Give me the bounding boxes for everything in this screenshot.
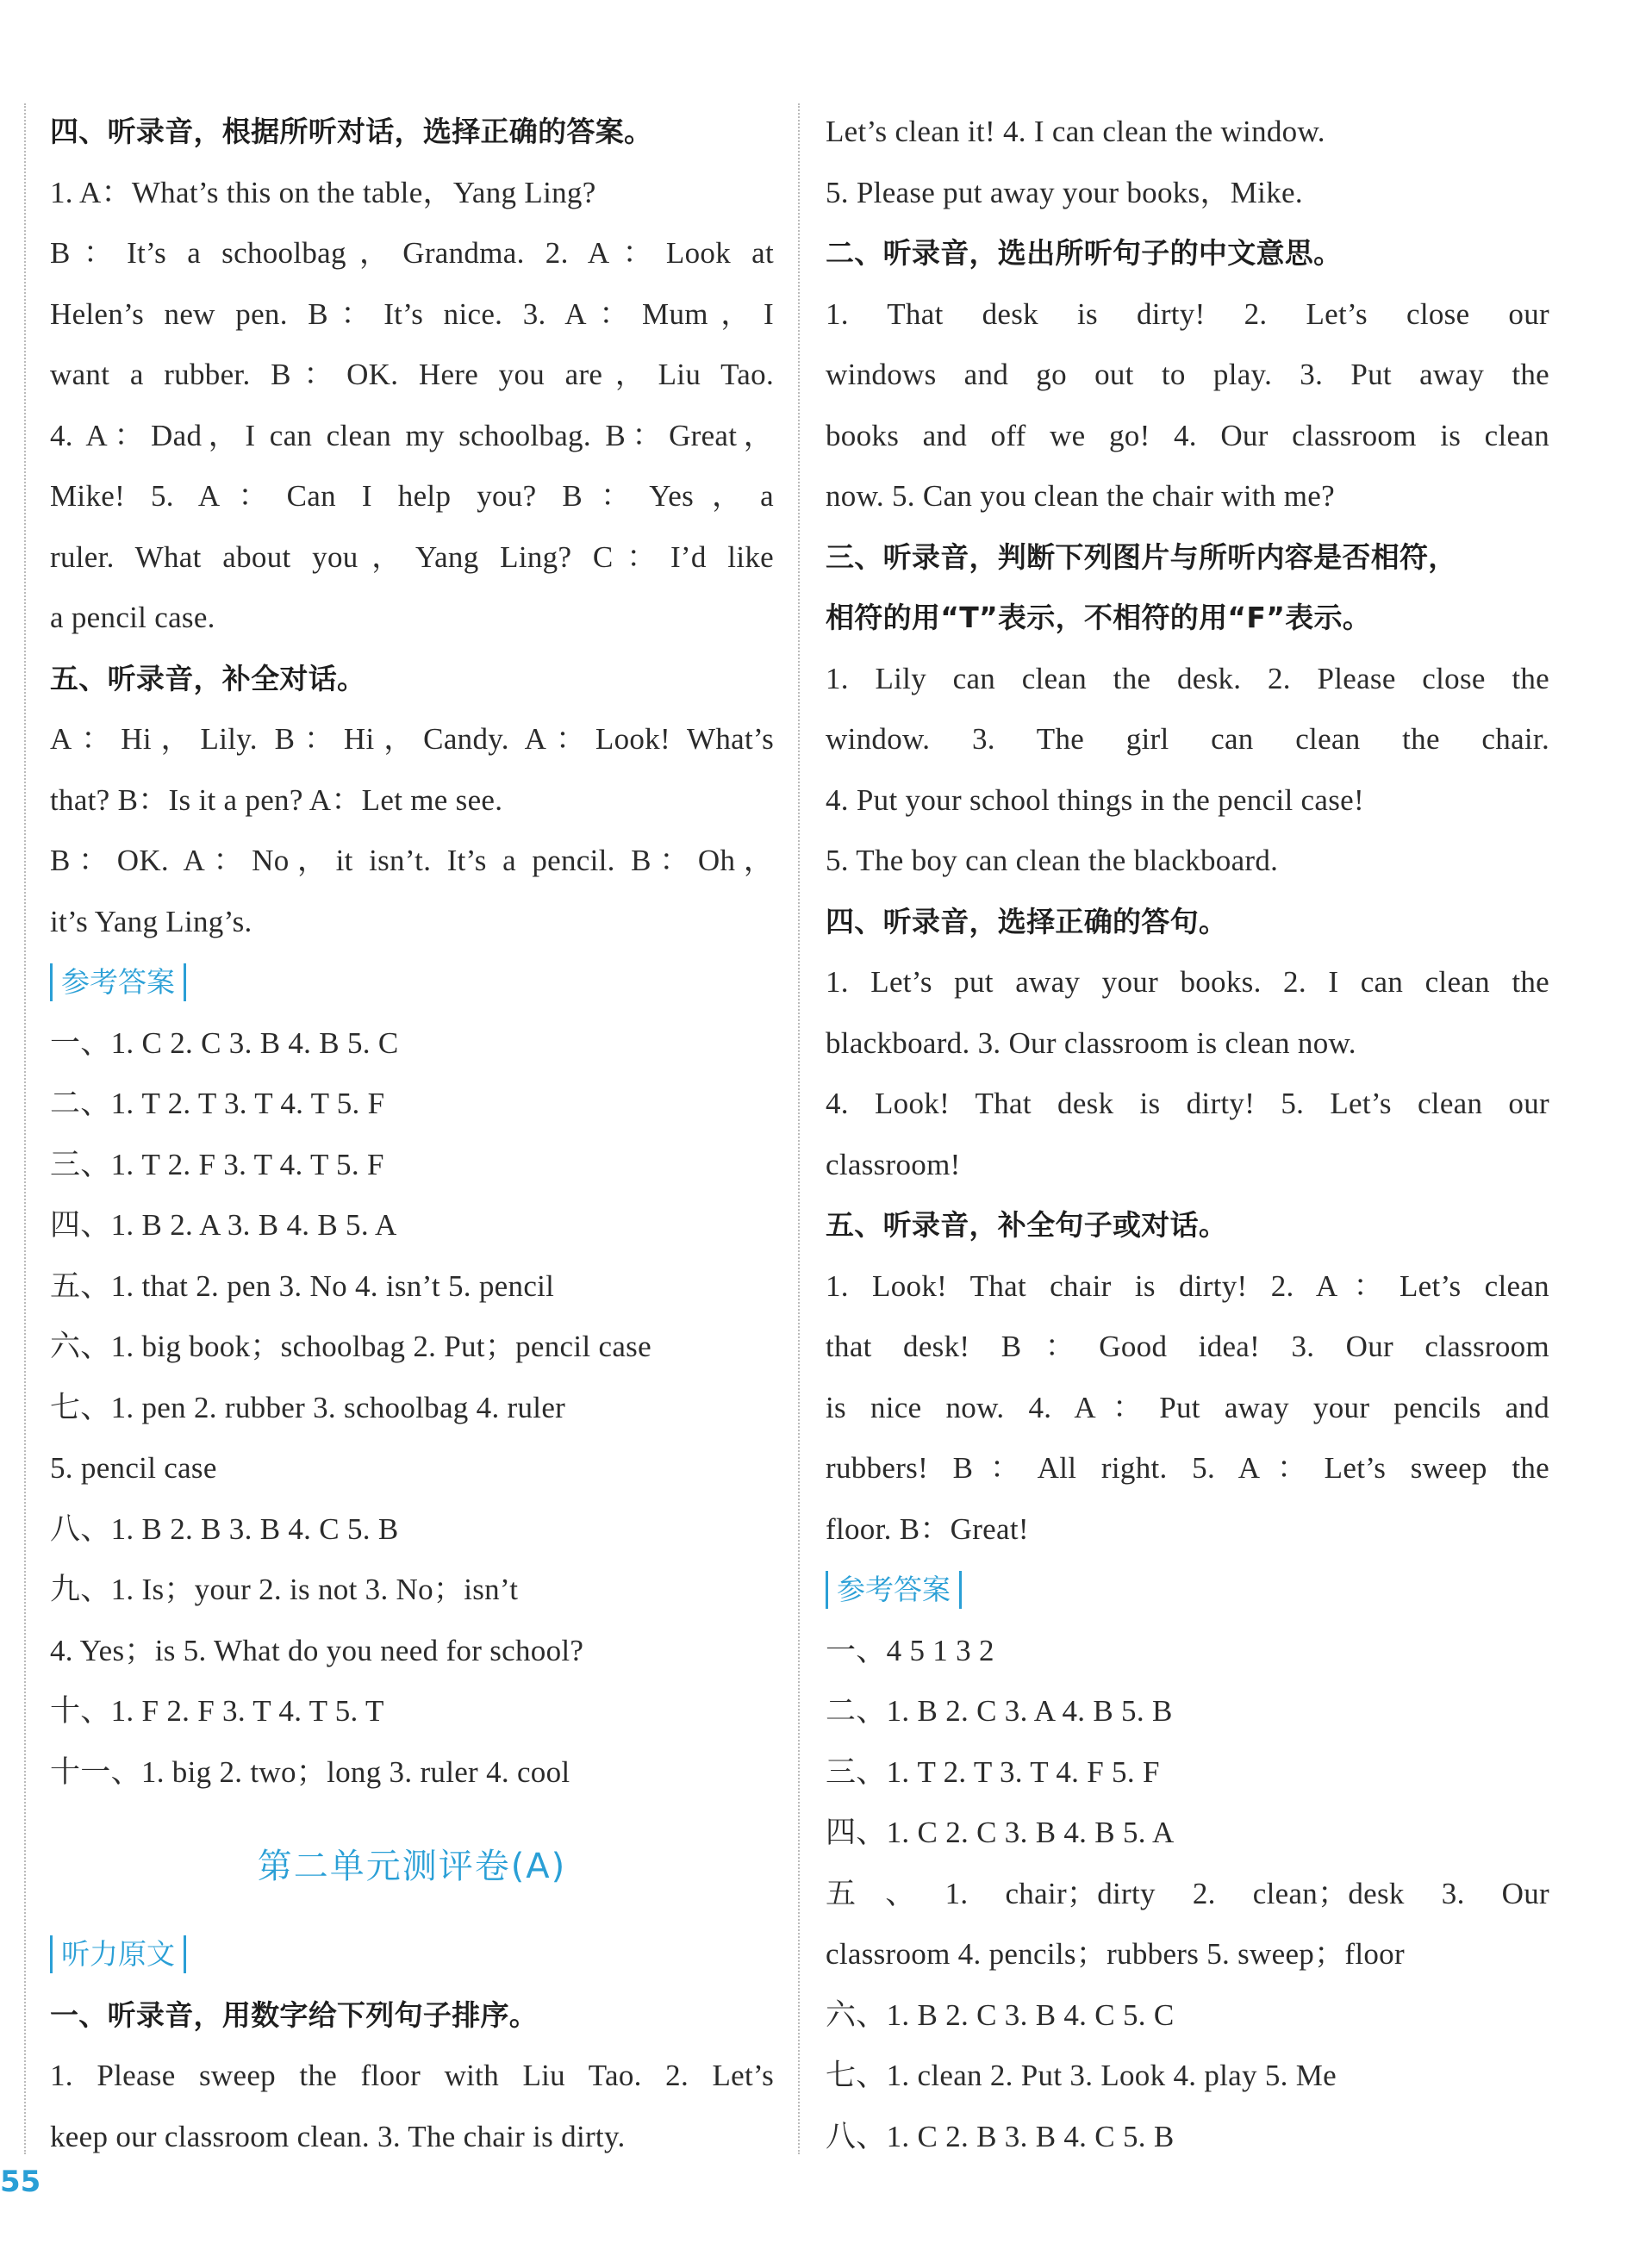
text-line: 六、1. big book；schoolbag 2. Put；pencil case (50, 1330, 651, 1363)
text-line: 二、1. B 2. C 3. A 4. B 5. B (826, 1694, 1173, 1728)
section-heading: 一、听录音，用数字给下列句子排序。 (50, 1997, 539, 2032)
right-column (826, 102, 1549, 2167)
text-line: 1. Let’s put away your books. 2. I can clean the (826, 965, 1549, 999)
text-line: that desk! B：Good idea! 3. Our classroom (826, 1330, 1549, 1363)
text-line: is nice now. 4. A：Put away your pencils and (826, 1390, 1549, 1424)
section-heading: 四、听录音，根据所听对话，选择正确的答案。 (50, 115, 653, 148)
text-line: 一、1. C 2. C 3. B 4. B 5. C (50, 1025, 399, 1060)
text-line: Let’s clean it! 4. I can clean the window. (826, 115, 1325, 148)
text-line: 四、1. C 2. C 3. B 4. B 5. A (826, 1816, 1175, 1849)
section-heading: 四、听录音，选择正确的答句。 (826, 904, 1228, 938)
text-line: B：It’s a schoolbag，Grandma. 2. A：Look at (50, 236, 774, 270)
section-tag: 听力原文 (50, 1935, 186, 1973)
text-line: 二、1. T 2. T 3. T 4. T 5. F (50, 1087, 385, 1120)
page-number: 55 (0, 2165, 41, 2199)
section-tag: 参考答案 (826, 1571, 962, 1609)
text-line: A：Hi，Lily. B：Hi，Candy. A：Look! What’s (50, 722, 774, 756)
text-line: 5. pencil case (50, 1451, 217, 1485)
text-line: floor. B：Great! (826, 1511, 1029, 1546)
text-line: 1. That desk is dirty! 2. Let’s close our (826, 296, 1549, 331)
text-line: 4. Put your school things in the pencil case! (826, 782, 1364, 817)
text-line: Mike! 5. A：Can I help you? B：Yes，a (50, 479, 774, 513)
answer-tag-row (826, 1560, 1549, 1621)
text-line: 4. Look! That desk is dirty! 5. Let’s clean our (826, 1087, 1549, 1120)
text-line: 1. Please sweep the floor with Liu Tao. 2. Let’s (50, 2059, 774, 2092)
text-line: windows and go out to play. 3. Put away the (826, 358, 1549, 391)
text-line: 六、1. B 2. C 3. B 4. C 5. C (826, 1997, 1175, 2032)
section-heading: 二、听录音，选出所听句子的中文意思。 (826, 236, 1343, 270)
text-line: books and off we go! 4. Our classroom is clean (826, 418, 1549, 452)
left-margin-rule (24, 103, 26, 2154)
text-line: 4. A：Dad，I can clean my schoolbag. B：Great， (50, 418, 774, 452)
section-heading: 五、听录音，补全对话。 (50, 661, 366, 695)
text-line: want a rubber. B：OK. Here you are，Liu Tao. (50, 358, 774, 391)
text-line: a pencil case. (50, 601, 215, 634)
text-line: 1. A：What’s this on the table，Yang Ling? (50, 175, 596, 209)
text-line: 八、1. B 2. B 3. B 4. C 5. B (50, 1511, 399, 1546)
answer-tag-row (50, 952, 774, 1013)
text-line: 十一、1. big 2. two；long 3. ruler 4. cool (50, 1754, 570, 1789)
text-line: that? B：Is it a pen? A：Let me see. (50, 782, 503, 817)
text-line: 一、4 5 1 3 2 (826, 1633, 994, 1667)
text-line: 五、1. that 2. pen 3. No 4. isn’t 5. pencil (50, 1268, 555, 1303)
text-line: rubbers! B：All right. 5. A：Let’s sweep the (826, 1451, 1549, 1485)
section-tag: 参考答案 (50, 963, 186, 1001)
text-line: 1. Look! That chair is dirty! 2. A：Let’s clean (826, 1268, 1549, 1303)
text-line: 九、1. Is；your 2. is not 3. No；isn’t (50, 1573, 519, 1606)
text-line: 五、1. chair；dirty 2. clean；desk 3. Our (826, 1876, 1549, 1910)
text-line: classroom! (826, 1147, 961, 1181)
text-line: keep our classroom clean. 3. The chair is dirty. (50, 2119, 626, 2153)
unit-title: 第二单元测评卷(A) (257, 1847, 567, 1886)
left-column (50, 102, 774, 2167)
text-line: 十、1. F 2. F 3. T 4. T 5. T (50, 1694, 384, 1728)
text-line: now. 5. Can you clean the chair with me? (826, 479, 1335, 513)
text-line: B：OK. A：No，it isn’t. It’s a pencil. B：Oh， (50, 844, 774, 877)
text-line: 七、1. pen 2. rubber 3. schoolbag 4. ruler (50, 1390, 566, 1424)
text-line: blackboard. 3. Our classroom is clean now. (826, 1025, 1356, 1060)
text-line: 5. Please put away your books，Mike. (826, 175, 1303, 209)
text-line: window. 3. The girl can clean the chair. (826, 722, 1549, 756)
text-line: 八、1. C 2. B 3. B 4. C 5. B (826, 2119, 1175, 2153)
text-line: 5. The boy can clean the blackboard. (826, 844, 1279, 877)
text-line: it’s Yang Ling’s. (50, 904, 252, 938)
text-line: 1. Lily can clean the desk. 2. Please close the (826, 661, 1549, 695)
text-line: 三、1. T 2. T 3. T 4. F 5. F (826, 1754, 1160, 1789)
text-line: classroom 4. pencils；rubbers 5. sweep；floor (826, 1937, 1405, 1971)
section-heading: 相符的用“T”表示，不相符的用“F”表示。 (826, 601, 1372, 634)
answer-tag-row (50, 1924, 774, 1985)
text-line: 四、1. B 2. A 3. B 4. B 5. A (50, 1208, 397, 1242)
section-heading: 五、听录音，补全句子或对话。 (826, 1208, 1228, 1242)
text-line: 4. Yes；is 5. What do you need for school? (50, 1633, 584, 1667)
section-heading: 三、听录音，判断下列图片与所听内容是否相符， (826, 539, 1457, 574)
text-line: Helen’s new pen. B：It’s nice. 3. A：Mum，I (50, 296, 774, 331)
column-divider (798, 103, 800, 2154)
text-line: ruler. What about you，Yang Ling? C：I’d like (50, 539, 774, 574)
text-line: 三、1. T 2. F 3. T 4. T 5. F (50, 1147, 384, 1181)
text-line: 七、1. clean 2. Put 3. Look 4. play 5. Me (826, 2059, 1337, 2092)
